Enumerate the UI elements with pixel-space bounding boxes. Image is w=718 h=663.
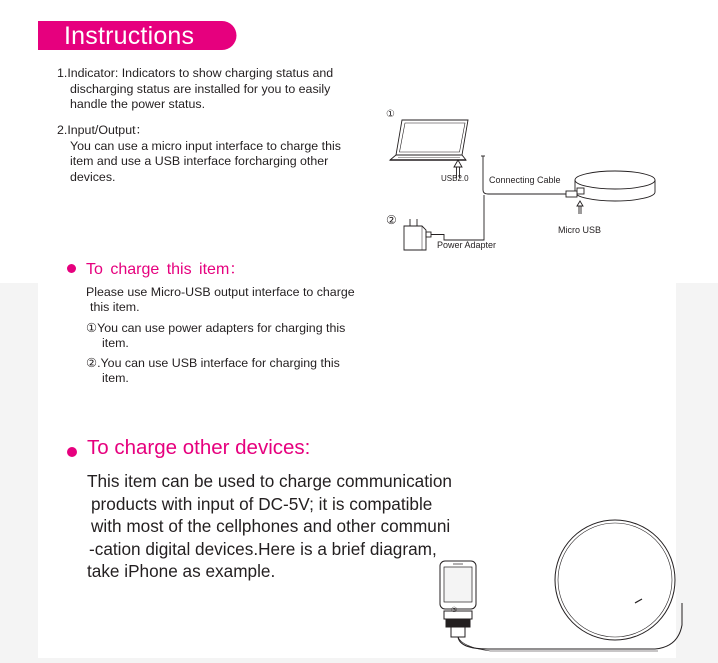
text-line: item and use a USB interface forcharging other bbox=[70, 154, 329, 169]
power-bank-icon bbox=[566, 171, 655, 201]
bullet-icon bbox=[67, 264, 76, 273]
marker-laptop: ① bbox=[386, 109, 395, 120]
text-line: ①You can use power adapters for charging this bbox=[86, 320, 346, 335]
adapter-cable bbox=[431, 195, 484, 240]
dock-connector-icon bbox=[444, 611, 472, 637]
usb-label: USB2.0 bbox=[441, 174, 469, 183]
iphone-charging-illustration bbox=[420, 505, 690, 663]
micro-usb-label: Micro USB bbox=[558, 225, 602, 235]
iphone-icon bbox=[440, 561, 476, 609]
text-line: item. bbox=[102, 371, 129, 386]
indicator-description bbox=[57, 66, 333, 113]
charge-item-heading: To charge this item： bbox=[86, 261, 246, 278]
text-line: This item can be used to charge communication bbox=[87, 471, 452, 491]
text-line: products with input of DC-5V; it is compatible bbox=[91, 493, 433, 514]
text-line: handle the power status. bbox=[70, 97, 206, 112]
input-output-description bbox=[57, 123, 341, 185]
charge-other-text bbox=[87, 470, 452, 583]
marker-adapter: ② bbox=[386, 213, 397, 227]
bullet-icon bbox=[67, 447, 77, 457]
power-bank-ring-icon bbox=[555, 520, 675, 640]
text-line: take iPhone as example. bbox=[87, 561, 276, 581]
adapter-label: Power Adapter bbox=[437, 240, 497, 250]
text-line: 2.Input/Output： bbox=[57, 123, 148, 137]
text-line: Please use Micro-USB output interface to charge bbox=[86, 285, 355, 299]
text-line: 1.Indicator: Indicators to show charging status and bbox=[57, 66, 334, 80]
micro-usb-arrow-icon bbox=[577, 201, 583, 214]
cable-label: Connecting Cable bbox=[489, 175, 561, 185]
text-line: You can use a micro input interface to charge this bbox=[70, 138, 341, 153]
charge-item-text bbox=[86, 285, 355, 387]
laptop-icon bbox=[390, 120, 468, 160]
text-line: devices. bbox=[70, 169, 116, 184]
marker-phone: ③ bbox=[451, 607, 458, 614]
text-line: -cation digital devices.Here is a brief diagram, bbox=[89, 538, 437, 559]
text-line: this item. bbox=[90, 300, 140, 315]
text-line: item. bbox=[102, 335, 129, 350]
page-title: Instructions bbox=[64, 22, 195, 50]
charge-other-heading: To charge other devices: bbox=[87, 436, 311, 459]
text-line: discharging status are installed for you to easily bbox=[70, 81, 331, 96]
text-line: ②.You can use USB interface for charging this bbox=[86, 356, 340, 371]
text-line: with most of the cellphones and other communi bbox=[91, 516, 451, 536]
